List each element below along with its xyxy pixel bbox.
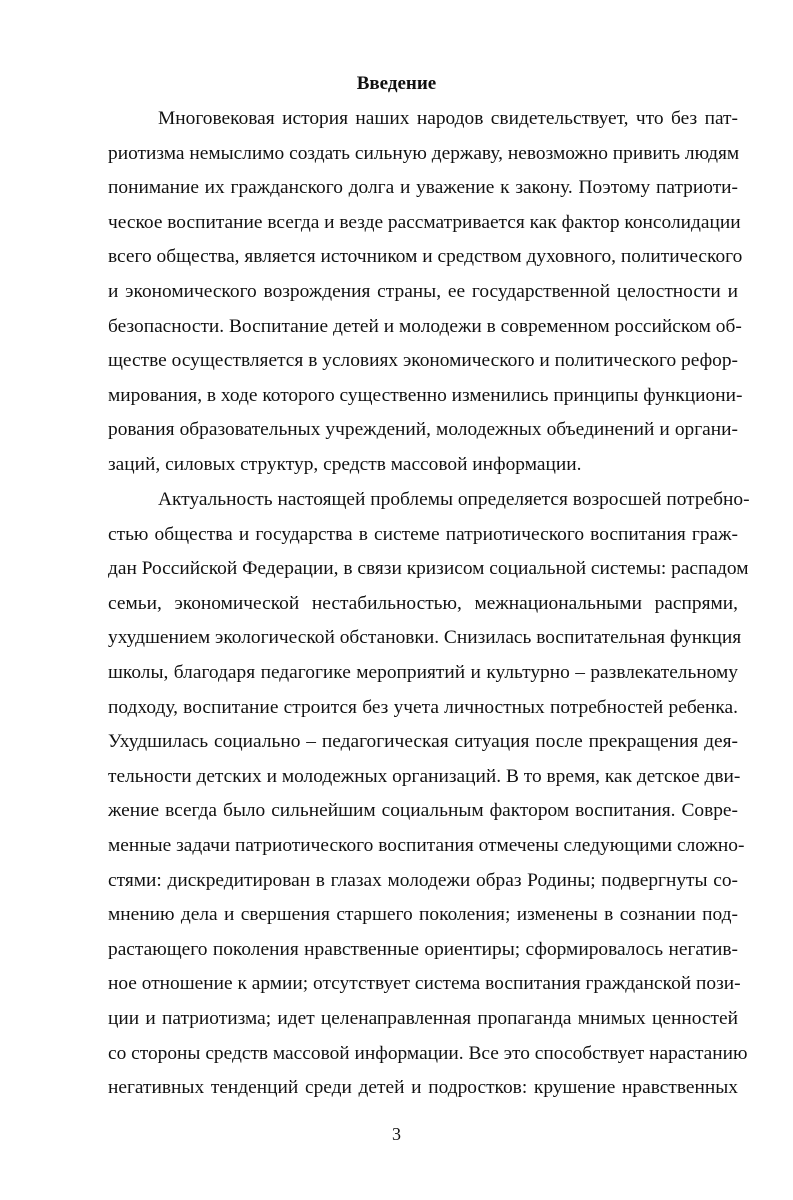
text-line: школы, благодаря педагогике мероприятий и культурно – развлекательному: [108, 661, 738, 683]
text-line: жение всегда было сильнейшим социальным фактором воспитания. Совре-: [108, 800, 738, 822]
text-line: заций, силовых структур, средств массовой информации.: [108, 453, 582, 475]
text-line: ческое воспитание всегда и везде рассматривается как фактор консолидации: [108, 211, 741, 233]
text-line: подходу, воспитание строится без учета личностных потребностей ребенка.: [108, 696, 738, 718]
text-line: стями: дискредитирован в глазах молодежи образ Родины; подвергнуты со-: [108, 869, 738, 891]
text-line: безопасности. Воспитание детей и молодежи в современном российском об-: [108, 315, 742, 337]
text-line: семьи, экономической нестабильностью, межнациональными распрями,: [108, 592, 738, 614]
text-line: рования образовательных учреждений, молодежных объединений и органи-: [108, 419, 738, 441]
page-number: 3: [392, 1124, 401, 1144]
text-line: растающего поколения нравственные ориентиры; сформировалось негатив-: [108, 938, 738, 960]
paragraph-introduction: [108, 102, 743, 483]
text-line: негативных тенденций среди детей и подростков: крушение нравственных: [108, 1077, 738, 1099]
text-line: и экономического возрождения страны, ее государственной целостности и: [108, 280, 738, 302]
text-line: Многовековая история наших народов свидетельствует, что без пат-: [158, 108, 738, 129]
text-line: ухудшением экологической обстановки. Снизилась воспитательная функция: [108, 627, 742, 649]
text-line: дан Российской Федерации, в связи кризисом социальной системы: распадом: [108, 558, 749, 580]
text-line: со стороны средств массовой информации. Все это способствует нарастанию: [108, 1042, 748, 1064]
text-line: стью общества и государства в системе патриотического воспитания граж-: [108, 523, 738, 545]
text-line: Актуальность настоящей проблемы определяется возросшей потребно-: [158, 489, 750, 510]
text-line: всего общества, является источником и средством духовного, политического: [108, 246, 743, 268]
paragraph-relevance: [108, 483, 750, 1106]
text-line: ное отношение к армии; отсутствует система воспитания гражданской пози-: [108, 973, 741, 995]
text-line: ции и патриотизма; идет целенаправленная пропаганда мнимых ценностей: [108, 1007, 738, 1029]
text-line: понимание их гражданского долга и уважение к закону. Поэтому патриоти-: [108, 177, 738, 199]
text-line: мнению дела и свершения старшего поколения; изменены в сознании под-: [108, 904, 738, 926]
text-line: ществе осуществляется в условиях экономического и политического рефор-: [108, 350, 738, 372]
text-line: Ухудшилась социально – педагогическая ситуация после прекращения дея-: [108, 731, 738, 753]
text-line: риотизма немыслимо создать сильную державу, невозможно привить людям: [108, 142, 740, 164]
page-title: Введение: [356, 73, 437, 94]
text-line: тельности детских и молодежных организаций. В то время, как детское дви-: [108, 765, 741, 787]
text-line: менные задачи патриотического воспитания отмечены следующими сложно-: [108, 834, 745, 856]
text-line: мирования, в ходе которого существенно изменились принципы функциони-: [108, 384, 743, 406]
